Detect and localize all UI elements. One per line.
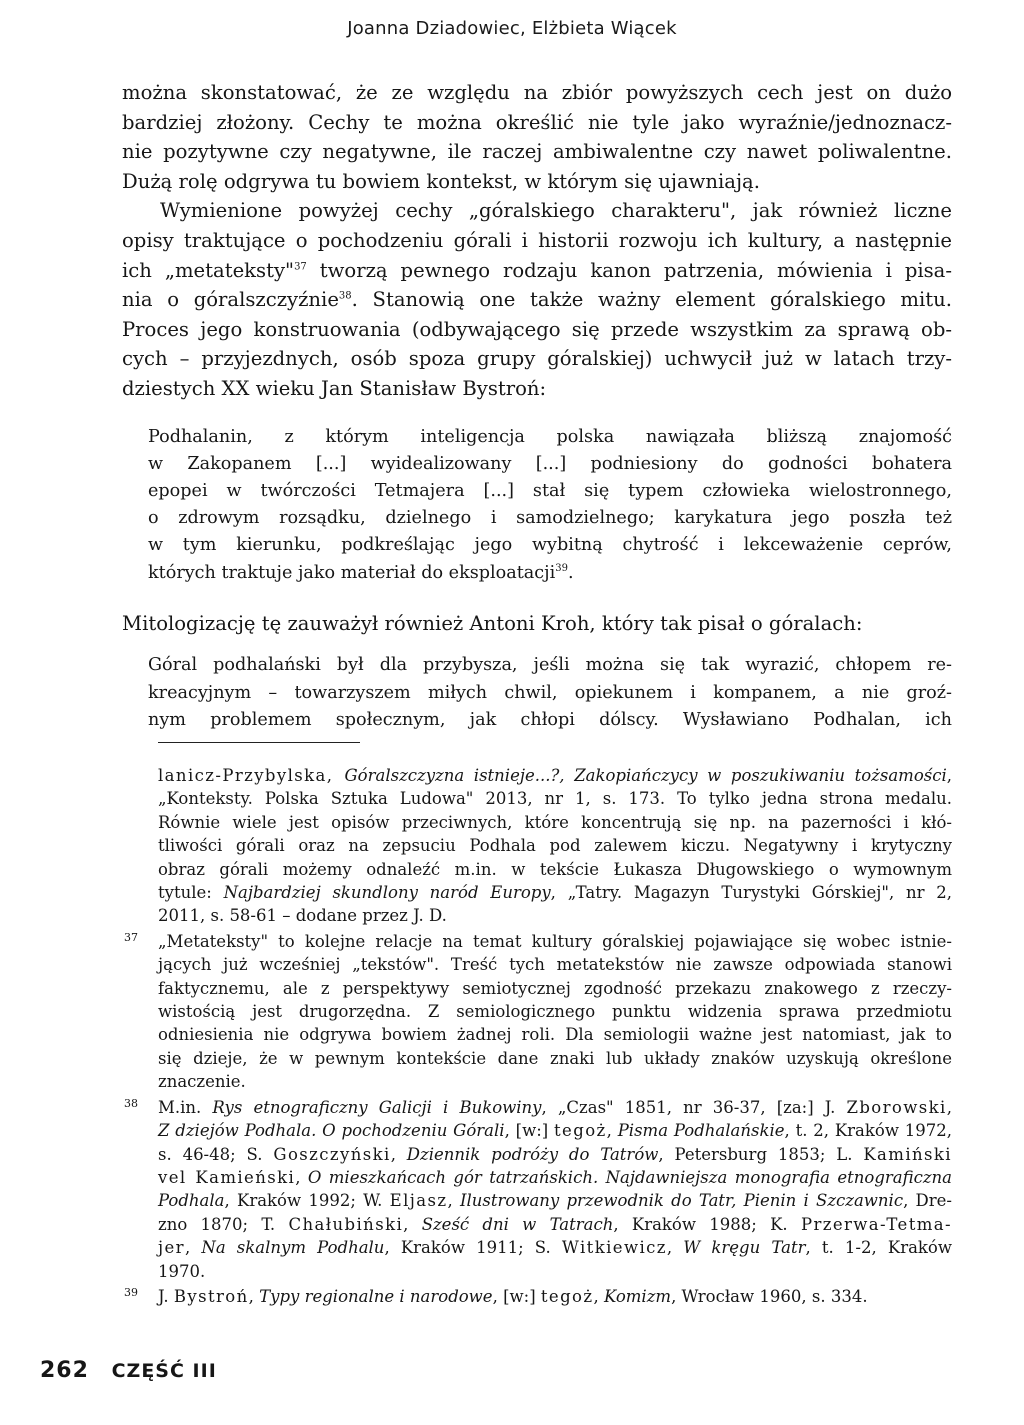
work-title: Pisma Podhalańskie — [617, 1121, 785, 1141]
text-line: nie pozytywne czy negatywne, ile raczej ambiwalentne czy nawet poliwalentne. — [122, 140, 952, 164]
footnote-line — [158, 764, 952, 787]
footnote-line: się dzieje, że w pewnym kontekście dane znaki lub układy znaków uzyskują określone — [158, 1048, 952, 1068]
footnote-number: 38 — [124, 1096, 138, 1110]
footnote-ref-38[interactable]: 38 — [338, 290, 352, 302]
text-span: , t. 1-2, Kraków — [805, 1238, 952, 1258]
footnote-line: „Konteksty. Polska Sztuka Ludowa" 2013, nr 1, s. 173. To tylko jedna strona medalu. — [158, 789, 952, 809]
text-span: tworzą pewnego rodzaju kanon patrzenia, mówienia i pisa- — [319, 258, 952, 282]
text-span: , Wrocław 1960, s. 334. — [671, 1286, 868, 1306]
text-span: , — [447, 1191, 460, 1211]
text-span: zno 1870; T. — [158, 1214, 289, 1234]
footnote-line — [158, 1285, 952, 1308]
text-line — [122, 256, 952, 286]
footnote-line: faktycznemu, ale z perspektywy semiotycznej zgodność przekazu znakowego z rzeczy- — [158, 978, 952, 998]
paragraph-3 — [122, 609, 952, 639]
footnote-line: „Metateksty" to kolejne relacje na temat kultury góralskiej pojawiające się wobec istnie- — [158, 931, 952, 951]
work-title: Typy regionalne i narodowe — [259, 1286, 493, 1306]
text-span: , [w:] — [492, 1286, 541, 1306]
text-line: można skonstatować, że ze względu na zbiór powyższych cech jest on dużo — [122, 81, 952, 104]
footnote-line: odniesienia nie odgrywa bowiem żadnej roli. Dla semiologii ważne jest natomiast, jak to — [158, 1025, 952, 1045]
text-span: , Kraków 1988; K. — [613, 1214, 801, 1234]
quote-line: Góral podhalański był dla przybysza, jeśli można się tak wyrazić, chłopem re- — [148, 655, 952, 676]
work-title: Najbardziej skundlony naród Europy — [223, 883, 551, 903]
text-span: , Kraków 1911; S. — [384, 1238, 562, 1258]
work-title: Góralszczyzna istnieje...?, Zakopiańczycy w poszukiwaniu tożsamości — [344, 766, 947, 785]
quote-line: w tym kierunku, podkreślając jego wybitną chytrość i lekceważenie ceprów, — [148, 535, 952, 556]
page-number: 262 — [40, 1358, 89, 1383]
quote-line: w Zakopanem [...] wyidealizowany [...] podniesiony do godności bohatera — [148, 453, 952, 474]
page-footer — [40, 1358, 217, 1383]
footnote-39 — [124, 1285, 952, 1308]
footnote-line: obraz górali możemy odnaleźć m.in. w tekście Łukasza Długowskiego o wymownym — [158, 859, 952, 879]
work-title: W kręgu Tatr — [683, 1238, 806, 1258]
text-span: , Petersburg 1853; L. — [658, 1144, 864, 1164]
footnote-number: 39 — [124, 1285, 138, 1299]
author-name: lanicz-Przybylska, — [158, 766, 345, 785]
footnote-line — [158, 1236, 952, 1259]
footnote-line — [158, 1213, 952, 1236]
block-quote-kroh — [122, 652, 952, 734]
paragraph-1 — [122, 78, 952, 196]
work-title: O mieszkańcach gór tatrzańskich. Najdawniejsza monografia etnograficzna — [307, 1167, 953, 1187]
quote-line: których traktuje jako materiał do eksploatacji$^{39}$. — [148, 562, 574, 583]
footnote-line: 1970. — [158, 1261, 206, 1281]
footnote-line: 2011, s. 58-61 – dodane przez J. D. — [158, 906, 447, 926]
quote-line: nym problemem społecznym, jak chłopi dólscy. Wysławiano Podhalan, ich — [148, 709, 952, 730]
work-title: Sześć dni w Tatrach — [421, 1214, 614, 1234]
footnote-number: 37 — [124, 930, 138, 944]
footnote-divider — [158, 742, 360, 743]
text-span: . Stanowią one także ważny element góralskiego mitu. — [351, 288, 952, 312]
quote-line: epopei w twórczości Tetmajera [...] stał się typem człowieka wielostronnego, — [148, 480, 952, 501]
block-quote-bystron — [122, 424, 952, 587]
text-span: , — [248, 1286, 260, 1306]
text-span: , — [946, 766, 952, 785]
main-text — [122, 78, 952, 756]
author-name: Zborowski — [846, 1097, 947, 1117]
text-span: s. 46-48; S. — [158, 1144, 274, 1164]
author-name: tegoż — [540, 1286, 594, 1306]
text-line: Wymienione powyżej cechy „góralskiego charakteru", jak również liczne — [160, 199, 952, 223]
text-span: , — [946, 1097, 952, 1117]
paragraph-2 — [122, 196, 952, 403]
quote-line: Podhalanin, z którym inteligencja polska nawiązała bliższą znajomość — [148, 426, 952, 447]
running-header: Joanna Dziadowiec, Elżbieta Wiącek — [347, 18, 677, 39]
footnote-ref-39[interactable]: 39 — [555, 562, 568, 574]
footnote-line: jących już wcześniej „tekstów". Treść tych metatekstów nie zawsze odpowiada stanowi — [158, 955, 952, 975]
text-span: , t. 2, Kraków 1972, — [784, 1121, 952, 1141]
footnote-line: wistością jest drugorzędna. Z semiologicznego punktu widzenia sprawa przedmiotu — [158, 1002, 952, 1022]
author-name: vel Kamieński — [158, 1167, 296, 1187]
work-title: Dziennik podróży do Tatrów — [406, 1144, 659, 1164]
footnote-38 — [124, 1096, 953, 1283]
work-title: Rys etnograficzny Galicji i Bukowiny — [212, 1097, 542, 1117]
text-span: , — [295, 1167, 308, 1187]
text-line: bardziej złożony. Cechy te można określić nie tyle jako wyraźnie/jednoznacz- — [122, 110, 952, 134]
text-span: , Dre- — [903, 1191, 952, 1211]
footnote-line: Równie wiele jest opisów przeciwnych, które koncentrują się np. na pazerności i kłó- — [158, 812, 952, 832]
text-line: Proces jego konstruowania (odbywającego się przede wszystkim za sprawą ob- — [122, 317, 952, 341]
text-line: Dużą rolę odgrywa tu bowiem kontekst, w którym się ujawniają. — [122, 169, 760, 193]
footnotes — [124, 764, 953, 1310]
author-name: Przerwa-Tetma- — [800, 1214, 952, 1234]
text-span: nia o góralszczyźnie — [122, 288, 339, 312]
footnote-37 — [124, 930, 952, 1094]
work-title: Ilustrowany przewodnik do Tatr, Pienin i Szczawnic — [460, 1191, 904, 1211]
text-span: których traktuje jako materiał do eksploatacji — [148, 562, 556, 583]
text-span: , „Tatry. Magazyn Turystyki Górskiej", nr 2, — [550, 883, 952, 903]
footnote-line — [158, 881, 952, 904]
author-name: Chałubiński — [288, 1214, 404, 1234]
text-span: , „Czas" 1851, nr 36-37, [za:] J. — [541, 1097, 847, 1117]
work-title: Podhala — [158, 1191, 225, 1211]
text-span: M.in. — [158, 1097, 213, 1117]
quote-line: o zdrowym rozsądku, dzielnego i samodzielnego; karykatura jego poszła też — [148, 508, 952, 529]
text-span: , — [593, 1286, 604, 1306]
author-name: Eljasz — [389, 1191, 448, 1211]
author-name: Bystroń — [173, 1286, 249, 1306]
author-name: jer — [158, 1238, 185, 1258]
part-label: CZĘŚĆ III — [111, 1360, 217, 1382]
author-name: Goszczyński — [273, 1144, 391, 1164]
footnote-line — [158, 1166, 952, 1189]
text-span: , — [390, 1144, 407, 1164]
text-line: Mitologizację tę zauważył również Antoni Kroh, który tak pisał o góralach: — [122, 611, 863, 635]
text-line: cych – przyjezdnych, osób spoza grupy góralskiej) uchwycił już w latach trzy- — [122, 347, 952, 371]
work-title: Z dziejów Podhala. O pochodzeniu Górali — [158, 1121, 505, 1141]
footnote-line — [158, 1189, 952, 1212]
text-line — [122, 285, 952, 315]
footnote-line: znaczenie. — [158, 1072, 246, 1092]
footnote-line — [158, 1143, 952, 1166]
footnote-line — [158, 1119, 952, 1142]
work-title: Komizm — [603, 1286, 672, 1306]
footnote-continuation — [158, 764, 952, 928]
footnote-line — [158, 1096, 952, 1119]
text-span: , — [403, 1214, 422, 1234]
footnote-ref-37[interactable]: 37 — [294, 261, 307, 273]
text-span: ich „metateksty" — [122, 258, 295, 282]
text-line: dziestych XX wieku Jan Stanisław Bystroń: — [122, 376, 547, 400]
text-span: tytule: — [158, 883, 224, 903]
text-span: , — [184, 1238, 202, 1258]
author-name: Kamiński — [863, 1144, 952, 1164]
text-span: , — [606, 1121, 618, 1141]
text-span: , Kraków 1992; W. — [224, 1191, 390, 1211]
author-name: tegoż — [554, 1121, 607, 1141]
footnote-line: tliwości górali oraz na zepsuciu Podhala pod zalewem kiczu. Negatywny i krytyczny — [158, 836, 952, 856]
text-span: , — [666, 1238, 684, 1258]
text-span: , [w:] — [504, 1121, 555, 1141]
quote-line: kreacyjnym – towarzyszem miłych chwil, opiekunem i kompanem, a nie groź- — [148, 682, 952, 703]
text-span: J. — [158, 1286, 174, 1306]
author-name: Witkiewicz — [561, 1238, 667, 1258]
work-title: Na skalnym Podhalu — [201, 1238, 385, 1258]
text-line: opisy traktujące o pochodzeniu górali i historii rozwoju ich kultury, a następnie — [122, 228, 952, 252]
